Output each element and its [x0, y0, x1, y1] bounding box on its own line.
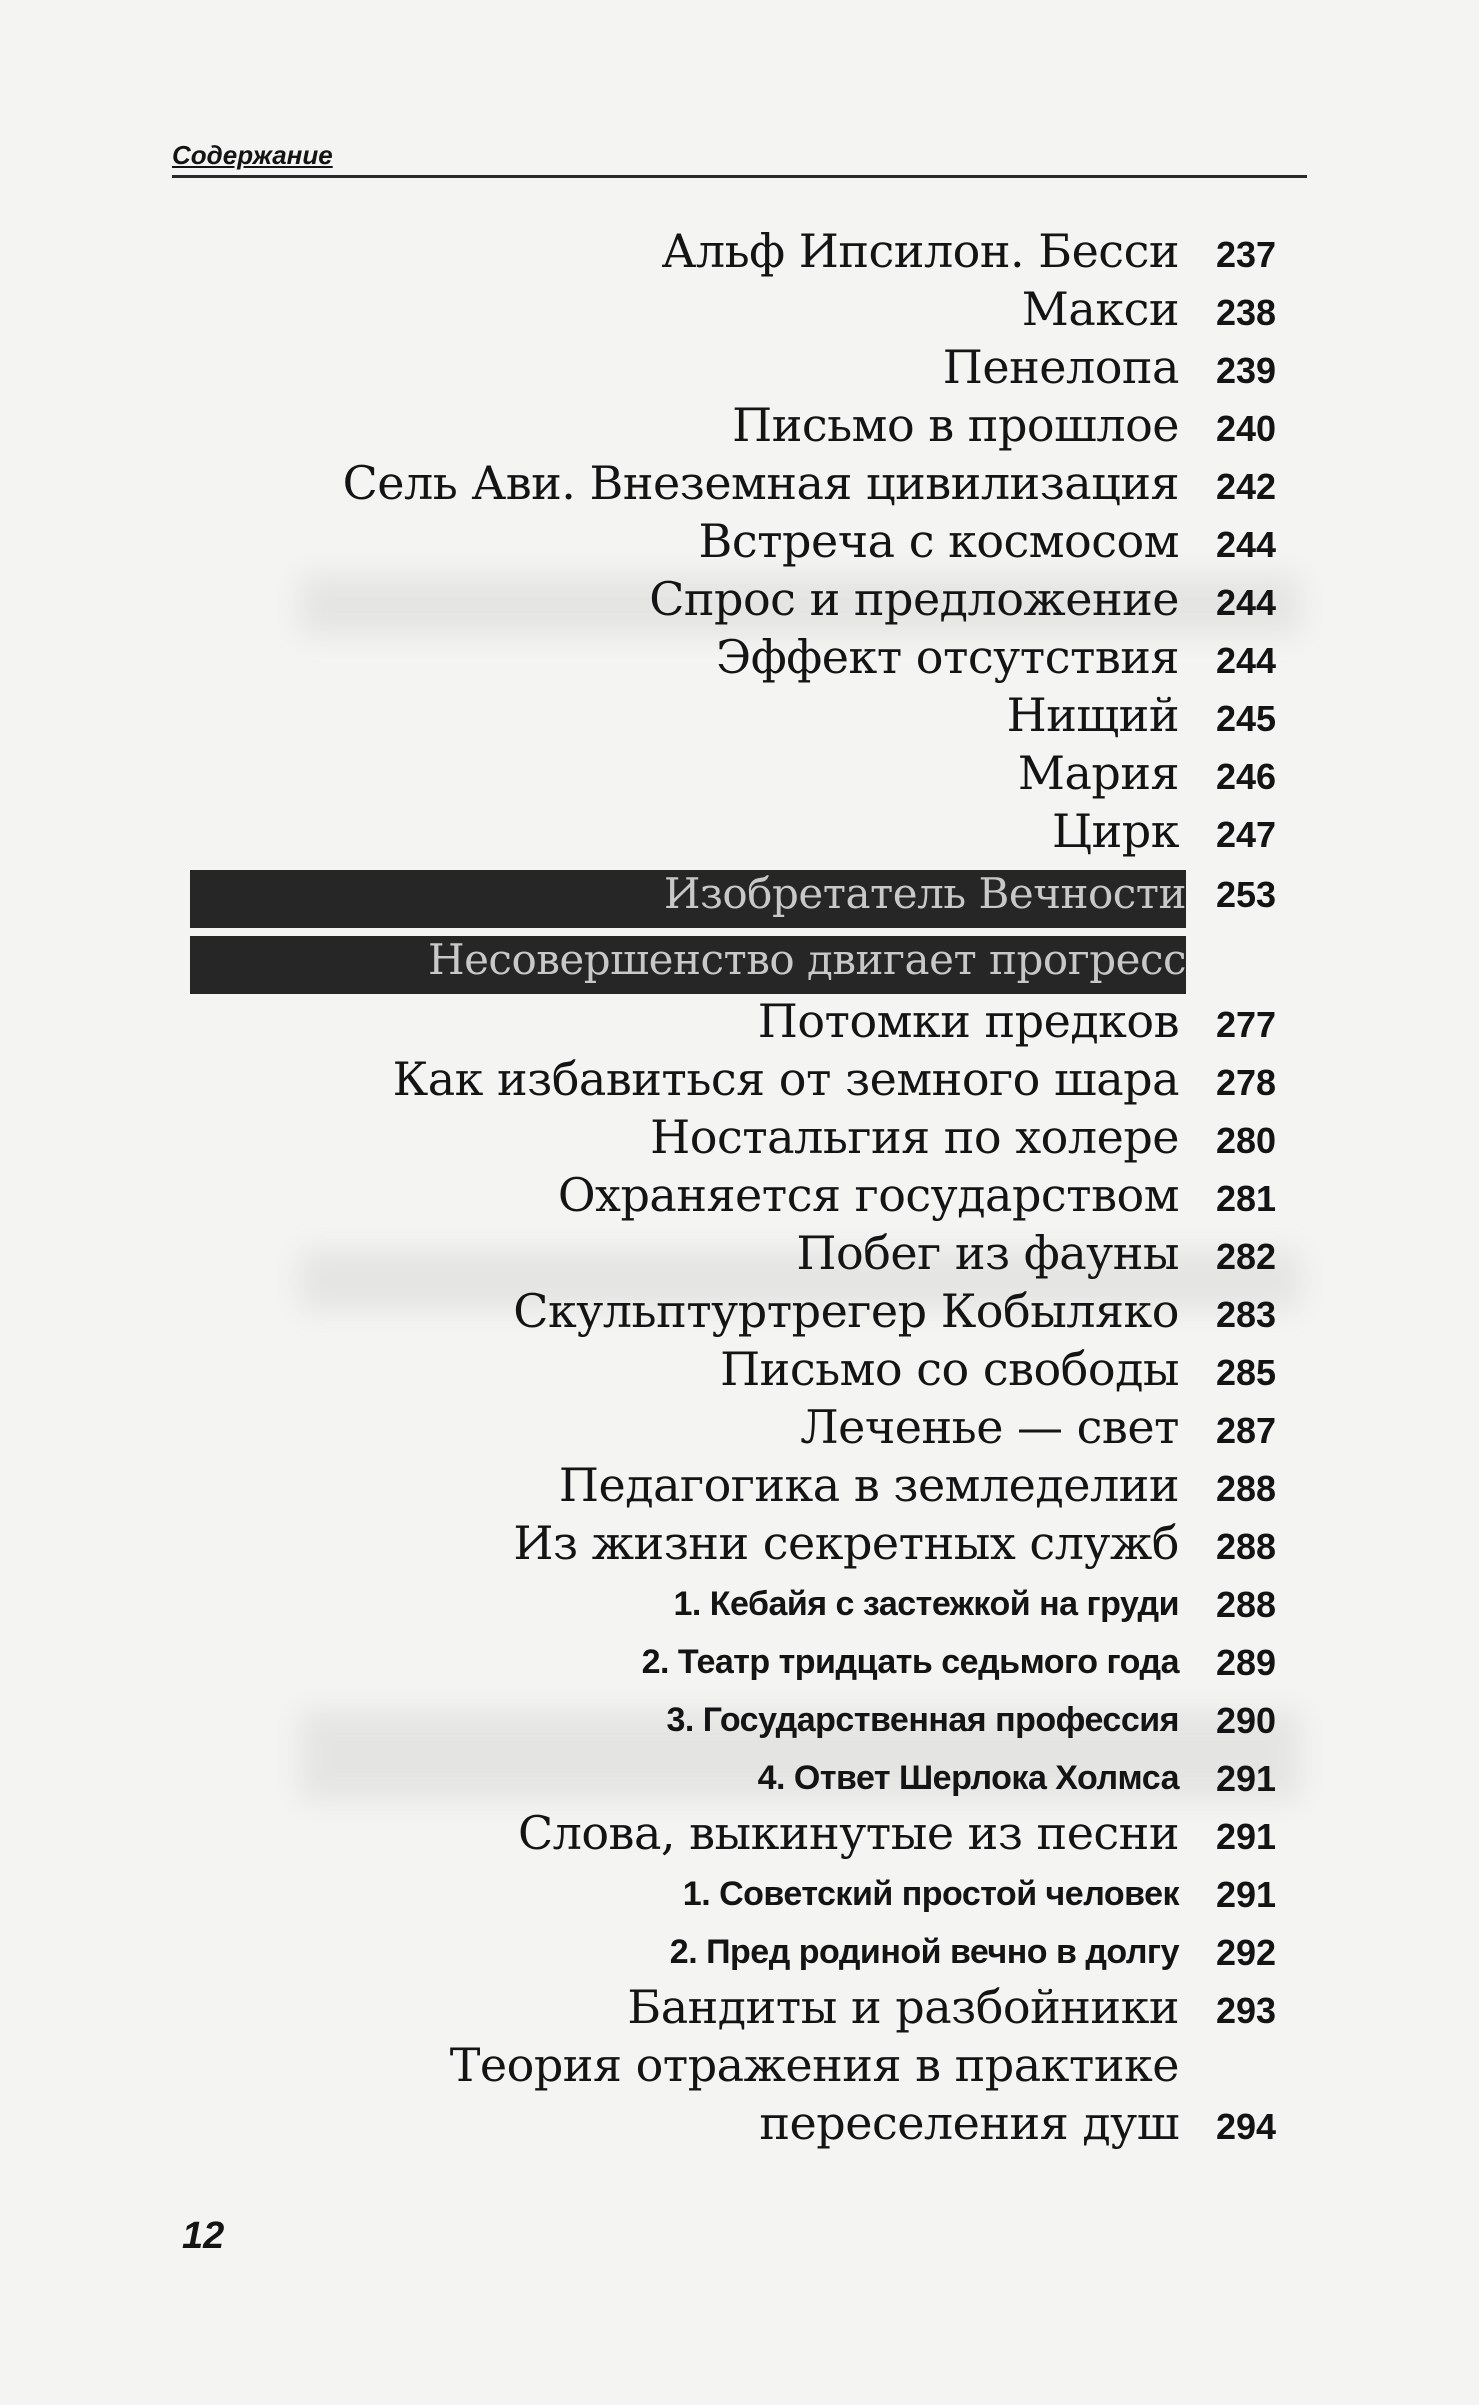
- entry-title: Как избавиться от земного шара: [392, 1052, 1179, 1106]
- toc-entry-continuation: [0, 2096, 1479, 2158]
- table-of-contents: [0, 224, 1479, 2158]
- page-number: 12: [182, 2215, 225, 2257]
- entry-title: Бандиты и разбойники: [627, 1980, 1179, 2034]
- entry-title: Письмо в прошлое: [732, 398, 1179, 452]
- entry-title: Макси: [1021, 282, 1179, 336]
- toc-entry: [0, 1052, 1479, 1114]
- toc-entry: [0, 1168, 1479, 1230]
- toc-entry: [0, 2038, 1479, 2100]
- toc-entry: [0, 456, 1479, 518]
- toc-entry: [0, 1226, 1479, 1288]
- entry-page: 253: [1216, 874, 1277, 915]
- entry-title: Нищий: [1006, 688, 1179, 742]
- entry-title: Эффект отсутствия: [716, 630, 1179, 684]
- section-heading-band: [0, 866, 1479, 932]
- entry-title: Потомки предков: [757, 994, 1179, 1048]
- entry-title: Охраняется государством: [557, 1168, 1179, 1222]
- entry-page: 242: [1216, 466, 1277, 507]
- entry-page: 244: [1216, 582, 1277, 623]
- entry-title: Встреча с космосом: [698, 514, 1179, 568]
- entry-title: Теория отражения в практике: [449, 2038, 1179, 2092]
- entry-page: 293: [1216, 1990, 1277, 2031]
- entry-title: Леченье — свет: [800, 1400, 1179, 1454]
- subentry-title: 4. Ответ Шерлока Холмса: [757, 1759, 1179, 1797]
- toc-entry: [0, 224, 1479, 286]
- subentry-title: 2. Пред родиной вечно в долгу: [669, 1933, 1179, 1971]
- toc-entry: [0, 746, 1479, 808]
- subentry-title: 2. Театр тридцать седьмого года: [641, 1643, 1179, 1681]
- entry-page: 281: [1216, 1178, 1277, 1219]
- entry-page: 282: [1216, 1236, 1277, 1277]
- entry-page: 247: [1216, 814, 1277, 855]
- entry-title: переселения душ: [759, 2096, 1179, 2150]
- subentry-title: 1. Советский простой человек: [682, 1875, 1179, 1913]
- toc-entry: [0, 630, 1479, 692]
- entry-title: Педагогика в земледелии: [558, 1458, 1179, 1512]
- toc-entry: [0, 804, 1479, 866]
- toc-entry: [0, 1458, 1479, 1520]
- entry-page: 280: [1216, 1120, 1277, 1161]
- entry-page: 291: [1216, 1874, 1277, 1915]
- entry-page: 287: [1216, 1410, 1277, 1451]
- toc-entry: [0, 1806, 1479, 1868]
- entry-page: 288: [1216, 1526, 1277, 1567]
- entry-page: 294: [1216, 2106, 1277, 2147]
- entry-page: 277: [1216, 1004, 1277, 1045]
- toc-entry: [0, 1980, 1479, 2042]
- toc-entry: [0, 1400, 1479, 1462]
- entry-title: Побег из фауны: [796, 1226, 1179, 1280]
- entry-page: 288: [1216, 1468, 1277, 1509]
- entry-page: 285: [1216, 1352, 1277, 1393]
- toc-entry: [0, 282, 1479, 344]
- subentry-title: 1. Кебайя с застежкой на груди: [673, 1585, 1179, 1623]
- toc-subentry: [0, 1694, 1479, 1752]
- entry-page: 278: [1216, 1062, 1277, 1103]
- toc-entry: [0, 688, 1479, 750]
- entry-page: 289: [1216, 1642, 1277, 1683]
- entry-page: 238: [1216, 292, 1277, 333]
- entry-title: Из жизни секретных служб: [513, 1516, 1179, 1570]
- toc-subentry: [0, 1926, 1479, 1984]
- section-title: Несовершенство двигает прогресс: [427, 935, 1186, 984]
- entry-page: 283: [1216, 1294, 1277, 1335]
- entry-page: 246: [1216, 756, 1277, 797]
- entry-page: 292: [1216, 1932, 1277, 1973]
- section-heading-band: [0, 932, 1479, 998]
- entry-page: 288: [1216, 1584, 1277, 1625]
- entry-title: Пенелопа: [942, 340, 1179, 394]
- entry-title: Письмо со свободы: [720, 1342, 1179, 1396]
- entry-page: 244: [1216, 524, 1277, 565]
- entry-title: Мария: [1017, 746, 1179, 800]
- toc-entry: [0, 572, 1479, 634]
- entry-title: Цирк: [1052, 804, 1179, 858]
- entry-page: 290: [1216, 1700, 1277, 1741]
- toc-subentry: [0, 1578, 1479, 1636]
- toc-entry: [0, 1110, 1479, 1172]
- toc-subentry: [0, 1868, 1479, 1926]
- entry-page: 240: [1216, 408, 1277, 449]
- toc-entry: [0, 514, 1479, 576]
- toc-entry: [0, 994, 1479, 1056]
- entry-page: 244: [1216, 640, 1277, 681]
- entry-page: 291: [1216, 1758, 1277, 1799]
- section-title: Изобретатель Вечности: [663, 869, 1186, 918]
- entry-title: Сель Ави. Внеземная цивилизация: [342, 456, 1179, 510]
- entry-page: 237: [1216, 234, 1277, 275]
- entry-title: Альф Ипсилон. Бесси: [661, 224, 1179, 278]
- toc-subentry: [0, 1752, 1479, 1810]
- subentry-title: 3. Государственная профессия: [666, 1701, 1179, 1739]
- toc-entry: [0, 398, 1479, 460]
- toc-entry: [0, 1284, 1479, 1346]
- toc-entry: [0, 1342, 1479, 1404]
- entry-title: Слова, выкинутые из песни: [517, 1806, 1179, 1860]
- entry-page: 239: [1216, 350, 1277, 391]
- running-head: Содержание: [172, 140, 1307, 178]
- entry-page: 291: [1216, 1816, 1277, 1857]
- entry-page: 245: [1216, 698, 1277, 739]
- entry-title: Ностальгия по холере: [650, 1110, 1179, 1164]
- toc-subentry: [0, 1636, 1479, 1694]
- toc-entry: [0, 340, 1479, 402]
- entry-title: Скульптуртрегер Кобыляко: [513, 1284, 1179, 1338]
- entry-title: Спрос и предложение: [649, 572, 1179, 626]
- toc-entry: [0, 1516, 1479, 1578]
